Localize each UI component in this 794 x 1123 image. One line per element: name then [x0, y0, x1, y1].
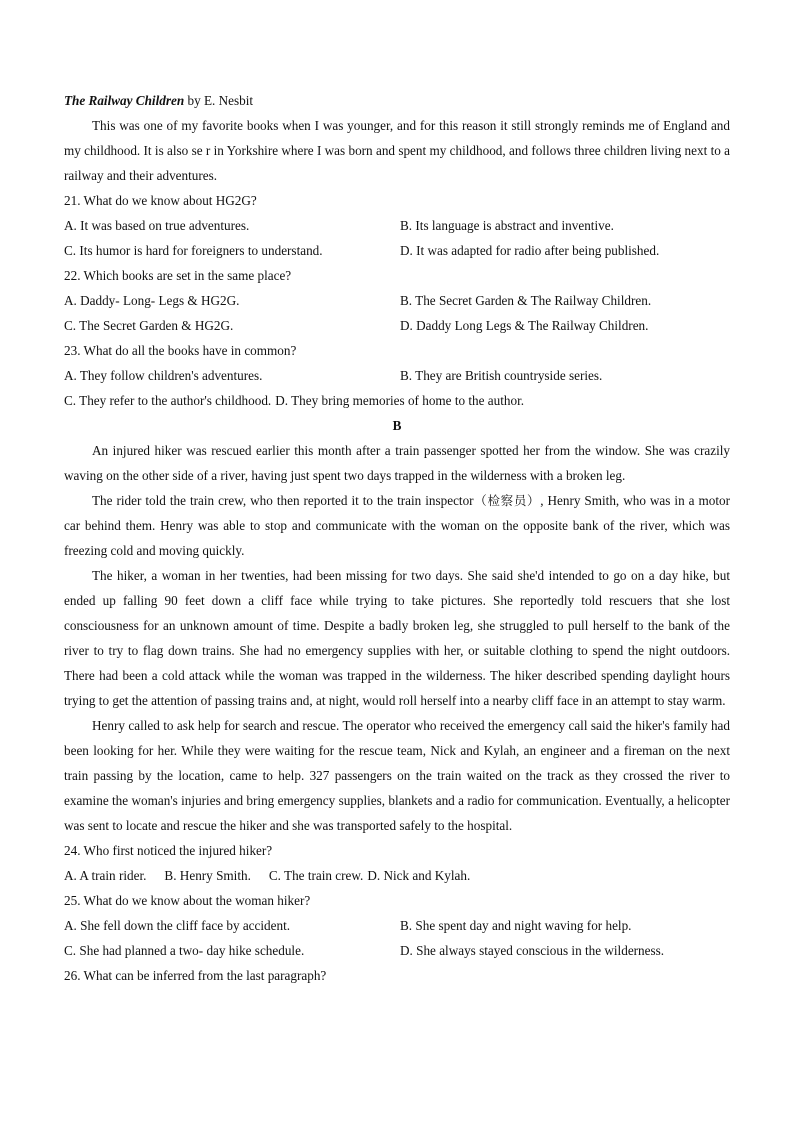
q24-option-c: C. The train crew. [268, 868, 364, 883]
q22-option-c: C. The Secret Garden & HG2G. [64, 318, 234, 333]
q21-option-a: A. It was based on true adventures. [64, 218, 250, 233]
q21-option-d: D. It was adapted for radio after being published. [400, 243, 660, 258]
question-26: 26. What can be inferred from the last paragraph? [64, 968, 327, 983]
document-page [64, 88, 730, 988]
q22-option-b: B. The Secret Garden & The Railway Children. [400, 293, 652, 308]
passage-b-paragraph-2 [64, 488, 730, 563]
q22-options-row-1 [64, 288, 730, 313]
passage-b-paragraph-3: The hiker, a woman in her twenties, had been missing for two days. She said she'd intended to go on a day hike, but ended up falling 90 feet down a cliff face while trying to take pictures. She reportedly told rescuers that she lost consciousness for an unknown amount of time. Despite a badly broken leg, she struggled to pull herself to the bank of the river to try to flag down trains. She had no emergency supplies with her, or suitable clothing to spend the night outdoors. There had been a cold attack while the woman was trapped in the wilderness. The hiker described spending daylight hours trying to get the attention of passing trains and, at night, would roll herself into a nearby cliff face in an attempt to stay warm. [64, 568, 730, 708]
q25-option-c: C. She had planned a two- day hike schedule. [64, 943, 305, 958]
q25-option-a: A. She fell down the cliff face by accident. [64, 918, 291, 933]
question-24: 24. Who first noticed the injured hiker? [64, 843, 273, 858]
p2-chinese-gloss: （检察员） [473, 493, 541, 508]
book-title: The Railway Children [64, 93, 185, 108]
q24-options-row [64, 863, 730, 888]
passage-b-paragraph-4: Henry called to ask help for search and rescue. The operator who received the emergency call said the hiker's family had been looking for her. While they were waiting for the rescue team, Nick and Kylah, an engineer and a fireman on the next train passing by the location, came to help. 327 passengers on the train waited on the track as they crossed the river to examine the woman's injuries and bring emergency supplies, blankets and a radio for communication. Eventually, a helicopter was sent to locate and rescue the hiker and she was transported safely to the hospital. [64, 718, 730, 833]
section-b-heading: B [392, 418, 402, 433]
q21-options-row-1 [64, 213, 730, 238]
p2-text-after: , Henry Smith, who was in a motor car behind them. Henry was able to stop and communicate with the woman on the opposite bank of the river, which was freezing cold and moving quickly. [64, 493, 730, 558]
q23-option-b: B. They are British countryside series. [400, 368, 603, 383]
q23-option-a: A. They follow children's adventures. [64, 368, 263, 383]
book-author: by E. Nesbit [184, 93, 254, 108]
question-22: 22. Which books are set in the same place? [64, 268, 292, 283]
q21-options-row-2 [64, 238, 730, 263]
q22-options-row-2 [64, 313, 730, 338]
p2-text-before: The rider told the train crew, who then reported it to the train inspector [92, 493, 474, 508]
q23-options-row-2 [64, 388, 730, 413]
q21-option-c: C. Its humor is hard for foreigners to understand. [64, 243, 323, 258]
q23-option-c: C. They refer to the author's childhood. [64, 393, 272, 408]
q23-option-d: D. They bring memories of home to the author. [275, 393, 525, 408]
q25-options-row-2 [64, 938, 730, 963]
intro-paragraph: This was one of my favorite books when I was younger, and for this reason it still strongly reminds me of England and my childhood. It is also se r in Yorkshire where I was born and spent my childhood, and follows three children living next to a railway and their adventures. [64, 118, 730, 183]
question-21: 21. What do we know about HG2G? [64, 193, 257, 208]
book-heading [64, 88, 730, 113]
q24-option-b: B. Henry Smith. [164, 868, 251, 883]
q22-option-d: D. Daddy Long Legs & The Railway Children. [400, 318, 649, 333]
passage-b-paragraph-1: An injured hiker was rescued earlier this month after a train passenger spotted her from the window. She was crazily waving on the other side of a river, having just spent two days trapped in the wilderness with a broken leg. [64, 443, 730, 483]
question-23: 23. What do all the books have in common? [64, 343, 297, 358]
q24-option-a: A. A train rider. [64, 868, 147, 883]
q24-option-d: D. Nick and Kylah. [367, 868, 471, 883]
q25-options-row-1 [64, 913, 730, 938]
q25-option-b: B. She spent day and night waving for help. [400, 918, 632, 933]
question-25: 25. What do we know about the woman hiker? [64, 893, 311, 908]
q21-option-b: B. Its language is abstract and inventive. [400, 218, 614, 233]
q22-option-a: A. Daddy- Long- Legs & HG2G. [64, 293, 240, 308]
q25-option-d: D. She always stayed conscious in the wilderness. [400, 943, 665, 958]
q23-options-row-1 [64, 363, 730, 388]
